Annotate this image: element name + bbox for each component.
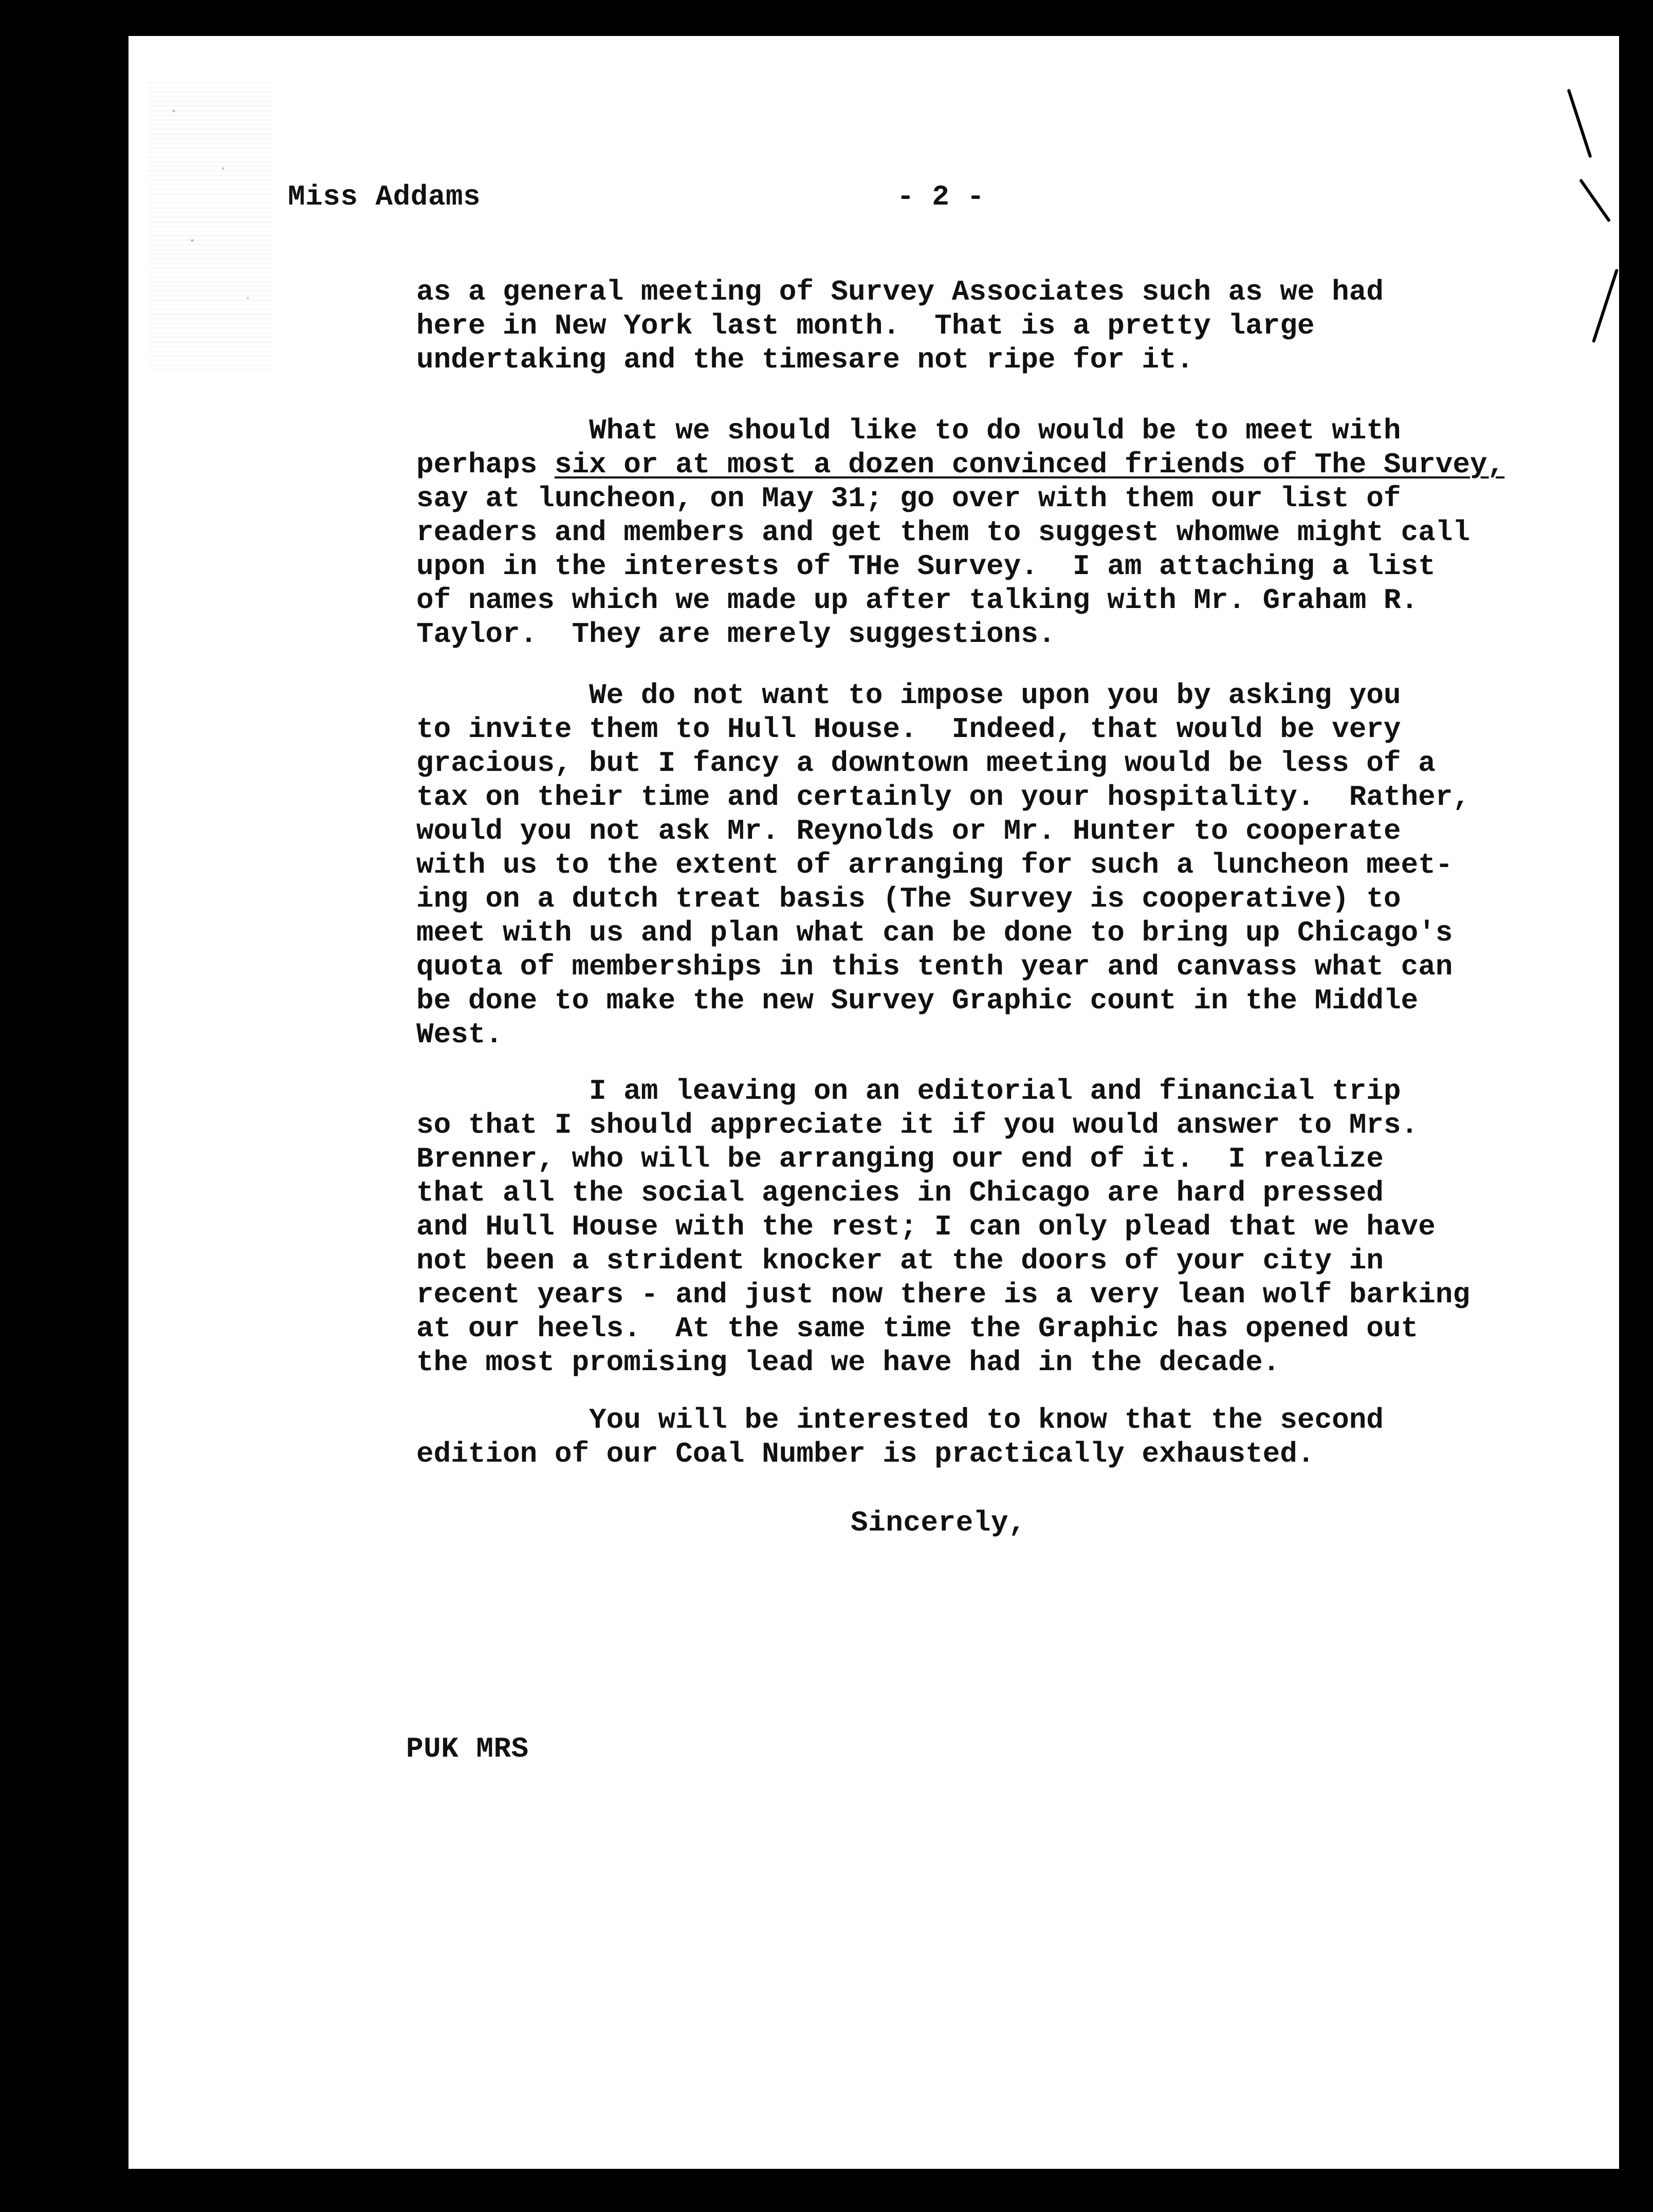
reference-initials: PUK MRS: [406, 1732, 529, 1765]
paragraph-2-line-3: say at luncheon, on May 31; go over with them our list of: [416, 482, 1401, 515]
paragraph-4-line-1: I am leaving on an editorial and financial trip: [416, 1075, 1401, 1108]
paragraph-2-line-2-prefix: perhaps: [416, 448, 555, 481]
paragraph-2-line-5: upon in the interests of THe Survey. I am attaching a list: [416, 550, 1436, 583]
paragraph-3-line-8: meet with us and plan what can be done to bring up Chicago's: [416, 916, 1453, 949]
paragraph-3-line-9: quota of memberships in this tenth year and canvass what can: [416, 950, 1453, 983]
underlined-phrase: six or at most a dozen convinced friends of The Survey,: [554, 448, 1505, 481]
paragraph-3-line-6: with us to the extent of arranging for such a luncheon meet-: [416, 849, 1453, 881]
paragraph-4-line-8: at our heels. At the same time the Graphic has opened out: [416, 1312, 1419, 1345]
paragraph-2-line-2: [416, 448, 1614, 482]
paragraph-3-line-1: We do not want to impose upon you by asking you: [416, 679, 1401, 712]
page-number: - 2 -: [897, 180, 985, 213]
margin-mark-top-right: [1567, 88, 1592, 158]
paragraph-3-line-4: tax on their time and certainly on your hospitality. Rather,: [416, 781, 1470, 814]
paragraph-3-line-10: be done to make the new Survey Graphic count in the Middle: [416, 984, 1419, 1017]
paragraph-2: [416, 414, 1614, 651]
paragraph-3-line-11: West.: [416, 1018, 503, 1051]
paragraph-4-line-5: and Hull House with the rest; I can only plead that we have: [416, 1210, 1436, 1243]
paragraph-2-line-1: What we should like to do would be to meet with: [416, 414, 1401, 447]
scan-noise-left-edge: [149, 82, 272, 370]
paragraph-3: [416, 678, 1614, 1052]
paragraph-4-line-3: Brenner, who will be arranging our end of it. I realize: [416, 1142, 1384, 1175]
paragraph-1-line-3: undertaking and the timesare not ripe for it.: [416, 343, 1194, 376]
recipient-header: Miss Addams: [288, 180, 481, 213]
paragraph-5-line-1: You will be interested to know that the second: [416, 1404, 1384, 1436]
paragraph-4-line-9: the most promising lead we have had in the decade.: [416, 1346, 1280, 1379]
paragraph-3-line-5: would you not ask Mr. Reynolds or Mr. Hunter to cooperate: [416, 815, 1401, 847]
paragraph-5-line-2: edition of our Coal Number is practically exhausted.: [416, 1437, 1315, 1470]
paragraph-2-line-6: of names which we made up after talking with Mr. Graham R.: [416, 584, 1419, 617]
paragraph-3-line-3: gracious, but I fancy a downtown meeting would be less of a: [416, 747, 1436, 780]
paragraph-4-line-2: so that I should appreciate it if you would answer to Mrs.: [416, 1109, 1419, 1141]
paragraph-3-line-7: ing on a dutch treat basis (The Survey is cooperative) to: [416, 882, 1401, 915]
paragraph-4-line-4: that all the social agencies in Chicago are hard pressed: [416, 1176, 1384, 1209]
paragraph-1-line-2: here in New York last month. That is a pretty large: [416, 309, 1315, 342]
margin-mark-mid-right: [1579, 178, 1611, 222]
paragraph-4: [416, 1074, 1614, 1379]
paragraph-4-line-6: not been a strident knocker at the doors of your city in: [416, 1244, 1384, 1277]
closing-salutation: Sincerely,: [851, 1506, 1026, 1539]
paragraph-2-line-4: readers and members and get them to suggest whomwe might call: [416, 516, 1470, 549]
paragraph-5: [416, 1403, 1614, 1471]
paragraph-1: [416, 275, 1614, 377]
paragraph-1-line-1: as a general meeting of Survey Associates such as we had: [416, 275, 1384, 308]
paragraph-3-line-2: to invite them to Hull House. Indeed, that would be very: [416, 713, 1401, 746]
paragraph-2-line-7: Taylor. They are merely suggestions.: [416, 618, 1056, 651]
paragraph-4-line-7: recent years - and just now there is a very lean wolf barking: [416, 1278, 1470, 1311]
